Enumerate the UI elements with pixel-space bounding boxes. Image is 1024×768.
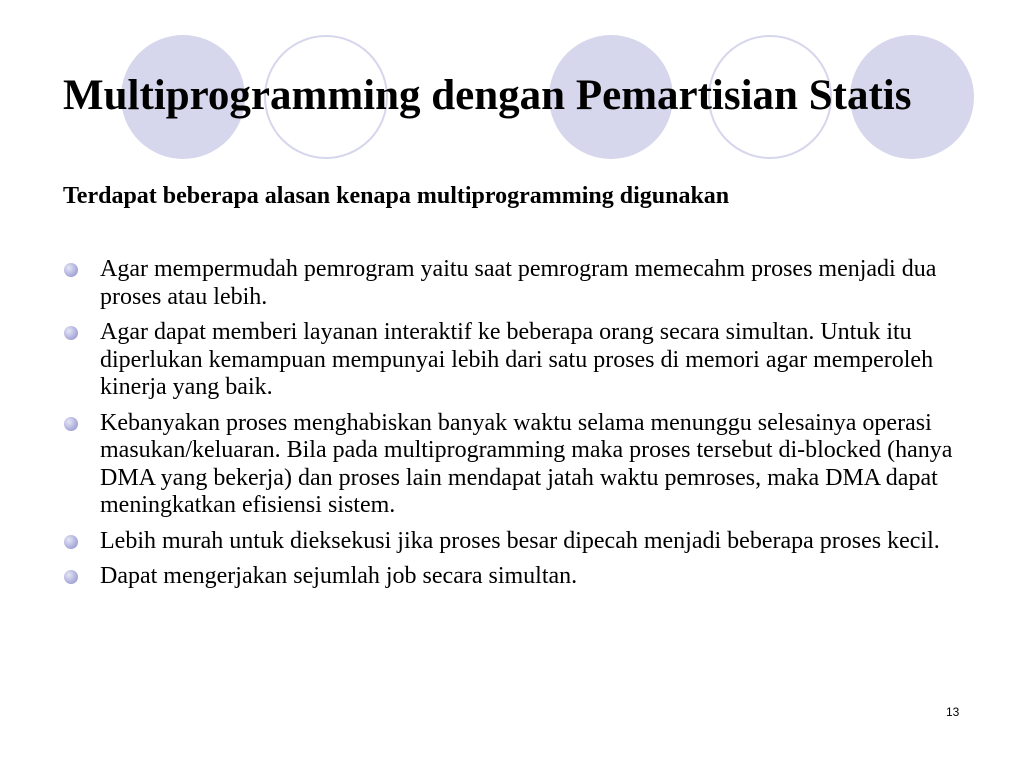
bullet-text: Dapat mengerjakan sejumlah job secara simultan. (100, 563, 578, 589)
slide-title: Multiprogramming dengan Pemartisian Statis (63, 72, 912, 119)
bullet-item (63, 528, 963, 556)
circle-bullet-icon (64, 535, 78, 549)
circle-bullet-icon (64, 263, 78, 277)
page-number: 13 (946, 705, 960, 719)
bullet-item (63, 410, 963, 520)
bullet-text: Agar mempermudah pemrogram yaitu saat pemrogram memecahm proses menjadi dua proses atau lebih. (100, 256, 937, 310)
bullet-item (63, 256, 963, 311)
circle-bullet-icon (64, 326, 78, 340)
slide-subtitle: Terdapat beberapa alasan kenapa multiprogramming digunakan (63, 183, 730, 209)
circle-bullet-icon (64, 570, 78, 584)
bullet-text: Lebih murah untuk dieksekusi jika proses besar dipecah menjadi beberapa proses kecil. (100, 527, 940, 554)
bullet-list (63, 256, 963, 599)
bullet-text: Agar dapat memberi layanan interaktif ke beberapa orang secara simultan. Untuk itu diperlukan kemampuan mempunyai lebih dari satu proses di memori agar memperoleh kinerja yang baik. (100, 319, 934, 400)
bullet-text: Kebanyakan proses menghabiskan banyak waktu selama menunggu selesainya operasi masukan/keluaran. Bila pada multiprogramming maka proses tersebut di-blocked (hanya DMA yang bekerja) dan proses lain mendapat jatah waktu pemroses, maka DMA dapat meningkatkan efisiensi sistem. (100, 409, 953, 518)
circle-bullet-icon (64, 417, 78, 431)
bullet-item (63, 319, 963, 402)
bullet-item (63, 563, 963, 591)
